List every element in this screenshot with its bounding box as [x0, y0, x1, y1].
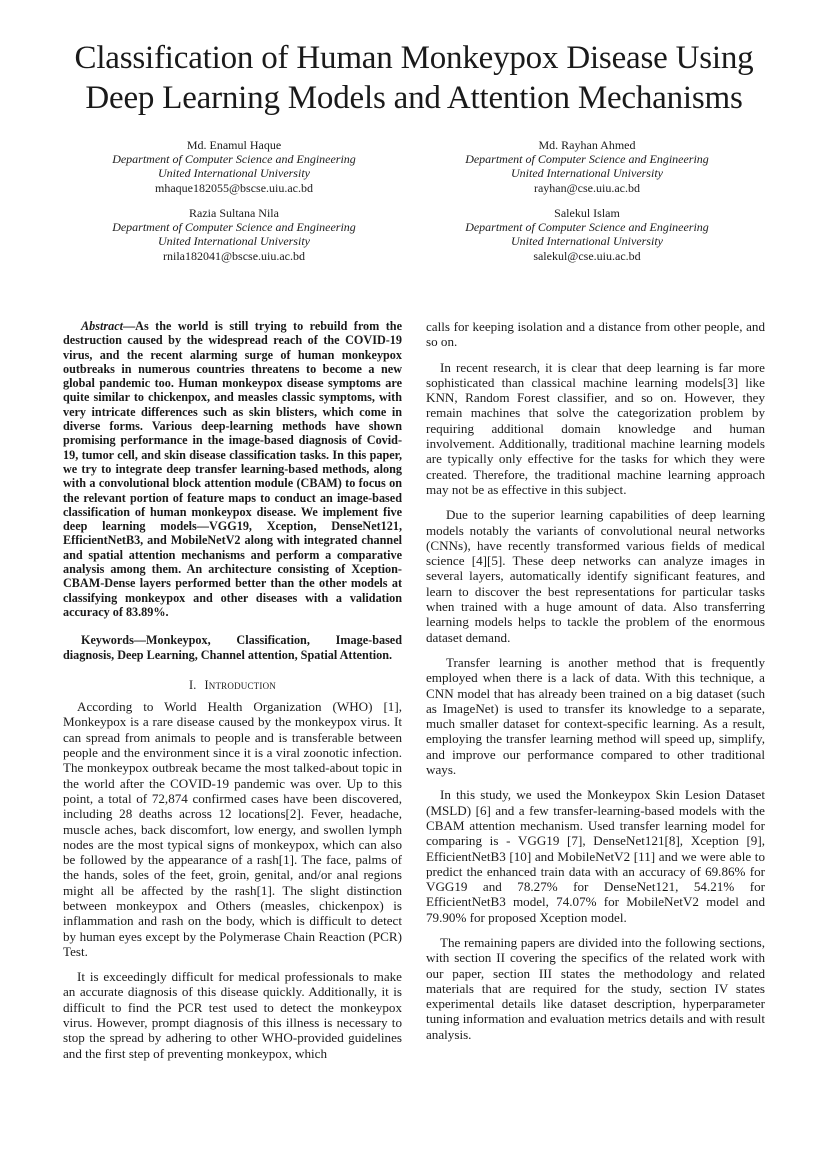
author-university: United International University [511, 166, 663, 181]
body-paragraph: Due to the superior learning capabilities of deep learning models notably the variants of convolutional neural networks (CNNs), have recently transformed various fields of medical science [4][5]. These deep networks can analyze images in several layers, automatically identify significant features, and learn to discover the best representations for particular tasks when trained with a huge amount of data. Also transferring learning models helps to tackle the problem of the enormous dataset demand. [426, 507, 765, 645]
body-paragraph: In this study, we used the Monkeypox Skin Lesion Dataset (MSLD) [6] and a few transfer-learning-based models with the CBAM attention mechanism. Used transfer learning model for comparing is - VGG19 [7], DenseNet121[8], Xception [9], EfficientNetB3 [10] and MobileNetV2 [11] and we were able to predict the enhanced train data with an accuracy of 69.86% for VGG19 and 78.27% for DenseNet121, 54.21% for EfficientNetB3 model, 74.07% for MobileNetV2 model and 79.90% for proposed Xception model. [426, 787, 765, 925]
right-column [426, 319, 765, 1052]
abstract-text: —As the world is still trying to rebuild from the destruction caused by the widespread reach of the COVID-19 virus, and the recent alarming surge of human monkeypox outbreaks in numerous countries threatens to become a new global pandemic too. Human monkeypox disease symptoms are quite similar to chickenpox, and measles classic symptoms, with very intricate differences such as skin blisters, which come in diverse forms. Various deep-learning methods have shown promising performance in the image-based diagnosis of Covid-19, tumor cell, and skin disease classification tasks. In this paper, we try to integrate deep transfer learning-based methods, along with a convolutional block attention module (CBAM) to focus on the relevant portion of feature maps to conduct an image-based classification of human monkeypox disease. We implement five deep learning models—VGG19, Xception, DenseNet121, EfficientNetB3, and MobileNetV2 along with integrated channel and spatial attention mechanisms and perform a comparative analysis among them. An architecture consisting of Xception-CBAM-Dense layers performed better than the other models at classifying monkeypox and other diseases with a validation accuracy of 83.89%. [63, 319, 402, 619]
body-paragraph: calls for keeping isolation and a distance from other people, and so on. [426, 319, 765, 350]
author-department: Department of Computer Science and Engineering [465, 152, 709, 167]
author-block [422, 206, 752, 263]
author-block [422, 138, 752, 195]
section-number: I. [189, 677, 197, 692]
left-column [63, 319, 402, 1071]
author-email: salekul@cse.uiu.ac.bd [533, 248, 641, 263]
author-name: Salekul Islam [554, 206, 620, 220]
author-university: United International University [158, 166, 310, 181]
author-email: rayhan@cse.uiu.ac.bd [533, 180, 640, 195]
paper-title: Classification of Human Monkeypox Disease Using Deep Learning Models and Attention Mechanisms [74, 40, 754, 116]
keywords: Keywords—Monkeypox, Classification, Image-based diagnosis, Deep Learning, Channel attention, Spatial Attention. [63, 633, 402, 662]
author-department: Department of Computer Science and Engineering [465, 220, 709, 235]
author-department: Department of Computer Science and Engineering [112, 220, 356, 235]
section-heading [63, 678, 402, 693]
abstract [63, 319, 402, 619]
author-name: Md. Rayhan Ahmed [538, 138, 636, 152]
author-university: United International University [158, 234, 310, 249]
author-block [69, 206, 399, 263]
abstract-label: Abstract [81, 319, 123, 333]
author-name: Md. Enamul Haque [186, 138, 282, 152]
author-email: rnila182041@bscse.uiu.ac.bd [162, 248, 306, 263]
body-paragraph: Transfer learning is another method that is frequently employed when there is a lack of data. With this technique, a CNN model that has already been trained on a big dataset (such as ImageNet) is used to transfer its knowledge to a separate, much smaller dataset for context-specific learning. As a result, employing the transfer learning method will speed up, simplify, and improve our performance compared to other traditional ways. [426, 654, 765, 778]
section-title: Introduction [204, 677, 276, 692]
author-department: Department of Computer Science and Engineering [112, 152, 356, 167]
body-paragraph: It is exceedingly difficult for medical professionals to make an accurate diagnosis of this disease quickly. Additionally, it is difficult to find the PCR test used to detect the monkeypox virus. However, prompt diagnosis of this illness is necessary to stop the spread by adhering to other WHO-provided guidelines and the first step of preventing monkeypox, which [63, 969, 402, 1061]
body-paragraph: According to World Health Organization (WHO) [1], Monkeypox is a rare disease caused by the monkeypox virus. It can spread from animals to people and is transferable between people and the environment since it is a viral zoonotic infection. The monkeypox outbreak became the most talked-about topic in the world after the COVID-19 pandemic was over. Up to this point, a total of 72,874 confirmed cases have been discovered, including 28 deaths across 12 locations[2]. Fever, headache, muscle aches, back discomfort, low energy, and swollen lymph nodes are the most typical signs of monkeypox, which can also be followed by the appearance of a rash[1]. The face, palms of the hands, soles of the feet, groin, genital, and/or anal regions might all be affected by the rash[1]. The slight distinction between monkeypox and Others (measles, chickenpox) is inflammation and rash on the body, which is difficult to detect by human eyes except by the Polymerase Chain Reaction (PCR) Test. [63, 699, 402, 959]
author-email: mhaque182055@bscse.uiu.ac.bd [154, 180, 313, 195]
author-block [69, 138, 399, 195]
author-university: United International University [511, 234, 663, 249]
body-paragraph: The remaining papers are divided into the following sections, with section II covering the specifics of the related work with our paper, section III states the methodology and related materials that are required for the study, section IV states experimental details like dataset description, hyperparameter tuning information and evaluation metrics details and with result analysis. [426, 934, 765, 1042]
body-paragraph: In recent research, it is clear that deep learning is far more sophisticated than classical machine learning models[3] like KNN, Random Forest classifier, and so on. However, they remain machines that solve the categorization problem by requiring additional domain knowledge and human involvement. Additionally, traditional machine learning models are typically only effective for the tasks for which they were created. Therefore, the traditional machine learning approach may not be as effective in this subject. [426, 359, 765, 497]
author-name: Razia Sultana Nila [189, 206, 279, 220]
